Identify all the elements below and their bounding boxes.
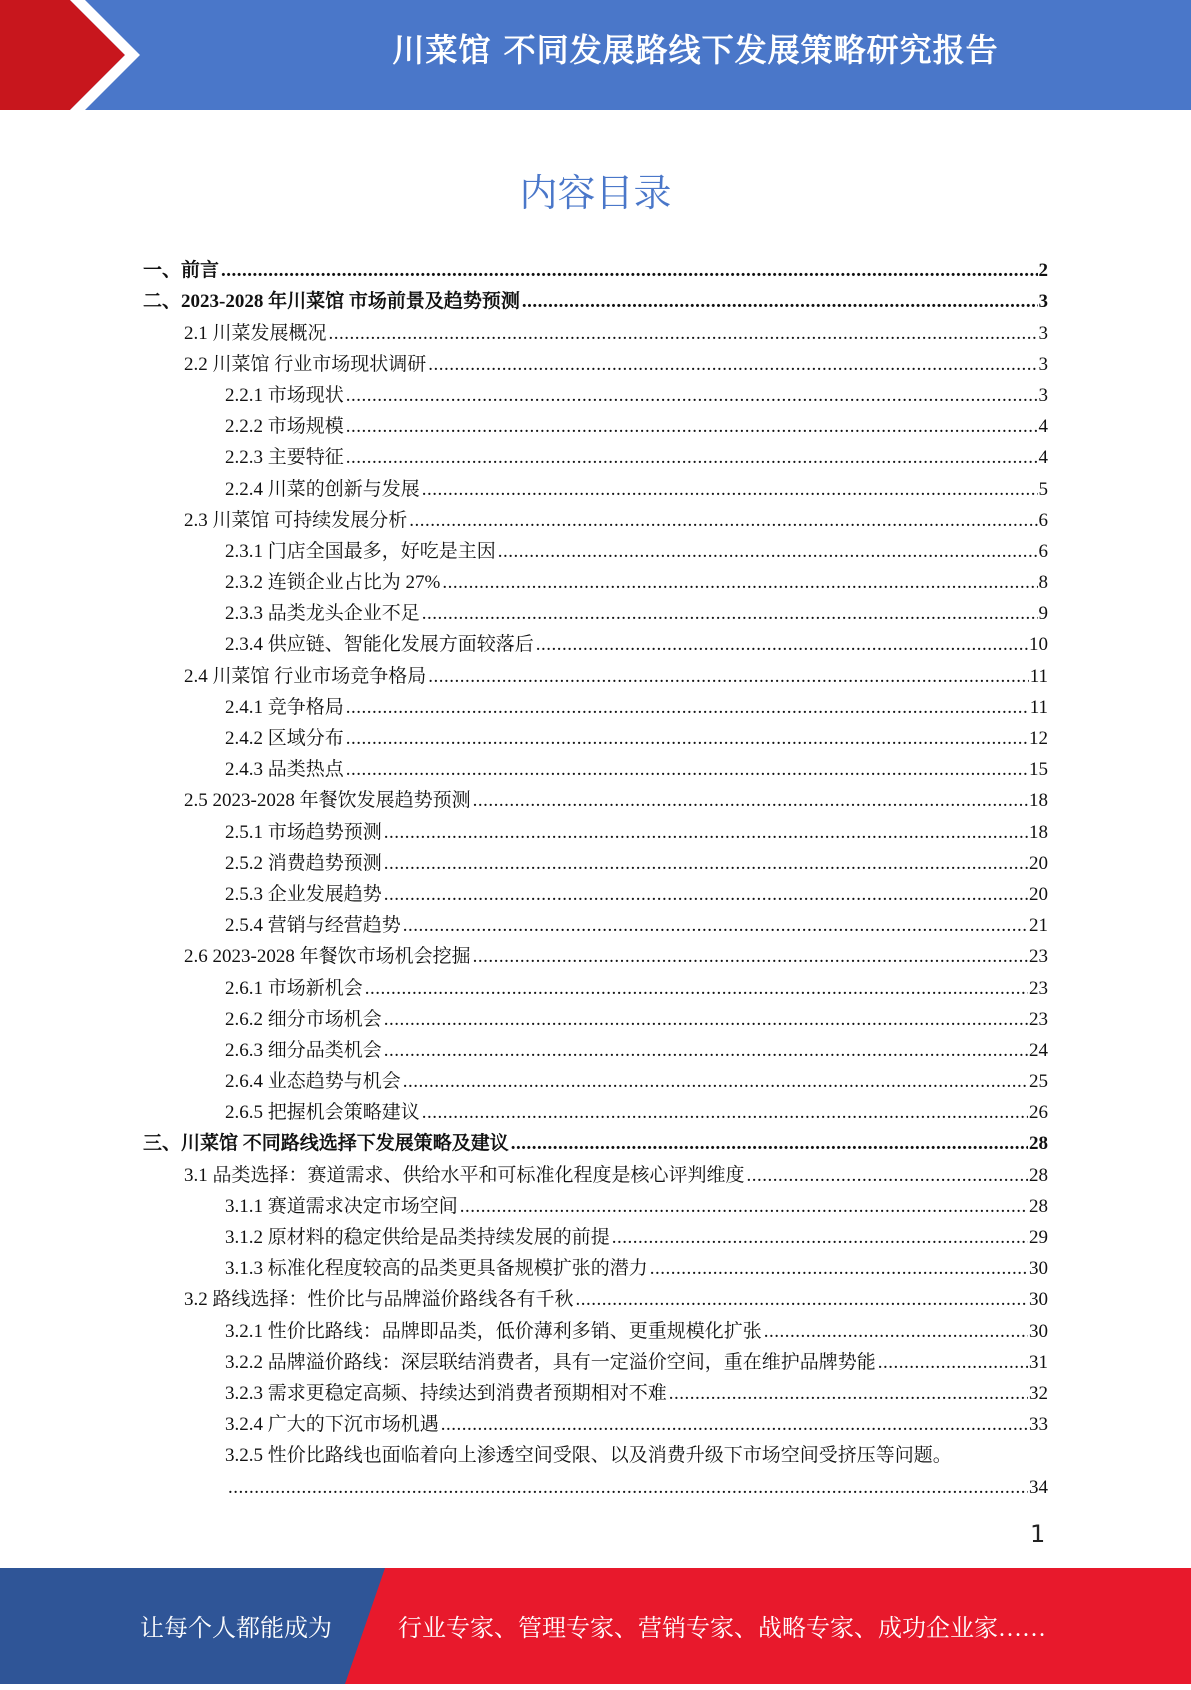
toc-entry-label: 2.6.2 细分市场机会 [225,1008,382,1030]
toc-entry-leader [747,1164,1028,1188]
toc-heading: 内容目录 [519,171,672,215]
toc-entry[interactable] [143,314,1048,345]
toc-entry-page: 31 [1029,1351,1048,1373]
toc-entry-page: 9 [1038,603,1048,625]
toc-entry-label: 3.2.5 性价比路线也面临着向上渗透空间受限、以及消费升级下市场空间受挤压等问题。 [225,1445,952,1467]
toc-entry-leader [403,914,1028,938]
toc-entry-label: 2.6.5 把握机会策略建议 [225,1102,420,1124]
toc-entry-label: 三、川菜馆 不同路线选择下发展策略及建议 [143,1133,509,1155]
toc-entry[interactable] [143,1219,1048,1250]
toc-entry-page: 4 [1038,416,1048,438]
toc-entry-page: 3 [1038,291,1048,313]
toc-entry-label: 2.5.3 企业发展趋势 [225,883,382,905]
toc-entry[interactable] [143,346,1048,377]
toc-entry-label: 2.6.1 市场新机会 [225,977,363,999]
toc-entry[interactable] [143,845,1048,876]
toc-entry-leader [384,883,1028,907]
toc-entry-page: 12 [1029,728,1048,749]
toc-entry-leader [878,1351,1028,1375]
toc-entry-leader [511,1132,1028,1156]
toc-entry-page: 11 [1029,696,1048,718]
toc-entry-label: 2.4.3 品类热点 [225,759,344,781]
toc-entry[interactable] [143,782,1048,813]
toc-entry-leader [764,1320,1028,1344]
toc-entry-label: 3.2 路线选择：性价比与品牌溢价路线各有千秋 [184,1289,574,1311]
toc-entry-label: 2.4.2 区域分布 [225,728,344,749]
toc-entry-label: 2.2.2 市场规模 [225,416,344,438]
toc-entry[interactable] [143,1406,1048,1437]
toc-entry[interactable] [143,377,1048,408]
toc-entry-page: 29 [1029,1227,1048,1248]
toc-entry-label: 2.3 川菜馆 可持续发展分析 [184,509,408,531]
toc-entry[interactable] [143,283,1048,314]
toc-entry-label: 2.3.2 连锁企业占比为 27% [225,572,441,594]
toc-entry-label: 2.3.3 品类龙头企业不足 [225,603,420,625]
toc-entry[interactable] [143,470,1048,501]
toc-entry-label: 2.6.4 业态趋势与机会 [225,1071,401,1093]
toc-entry-page: 20 [1029,883,1048,905]
toc-entry-page: 30 [1029,1320,1048,1342]
toc-entry-leader [522,290,1038,314]
toc-entry-page: 18 [1029,821,1048,843]
toc-entry-leader [576,1288,1028,1312]
toc-entry-leader [403,1070,1028,1094]
toc-entry-page: 3 [1038,322,1048,344]
toc-entry-leader [346,446,1038,470]
toc-entry-page: 23 [1029,1008,1048,1030]
toc-entry-label: 2.4 川菜馆 行业市场竞争格局 [184,665,427,687]
toc-entry-leader [346,696,1029,720]
toc-entry[interactable] [143,564,1048,595]
toc-entry-page: 2 [1038,260,1048,282]
toc-entry-page: 33 [1029,1414,1048,1436]
toc-entry-page: 24 [1029,1039,1048,1061]
toc-entry-page: 21 [1029,915,1048,937]
toc-entry-page: 26 [1029,1102,1048,1124]
toc-entry[interactable] [143,502,1048,533]
toc-entry-leader [441,1413,1028,1437]
toc-entry-page: 20 [1029,852,1048,874]
toc-entry-page: 30 [1029,1258,1048,1280]
toc-entry-label: 2.5 2023-2028 年餐饮发展趋势预测 [184,790,471,812]
toc-entry[interactable] [143,1344,1048,1375]
toc-entry-page: 23 [1029,977,1048,999]
toc-entry-label: 2.6.3 细分品类机会 [225,1039,382,1061]
toc-entry-label: 2.5.4 营销与经营趋势 [225,915,401,937]
toc-entry[interactable] [143,1312,1048,1343]
toc-entry-page: 25 [1029,1071,1048,1093]
toc-entry-page: 28 [1029,1164,1048,1186]
toc-entry-label: 2.6 2023-2028 年餐饮市场机会挖掘 [184,946,471,968]
toc-entry-page: 28 [1029,1133,1048,1155]
header-chevron-icon [0,0,200,110]
toc-entry-label: 2.5.1 市场趋势预测 [225,821,382,843]
toc-entry-label: 3.1 品类选择：赛道需求、供给水平和可标准化程度是核心评判维度 [184,1164,745,1186]
toc-entry-page: 6 [1038,509,1048,531]
toc-entry-page: 3 [1038,353,1048,375]
header-bar [0,0,1191,110]
toc-entry-page: 15 [1029,759,1048,781]
toc-entry-label: 3.2.1 性价比路线：品牌即品类，低价薄利多销、更重规模化扩张 [225,1320,762,1342]
toc-entry-leader [498,540,1038,564]
toc-entry-leader [346,384,1038,408]
toc-entry-page: 10 [1029,634,1048,656]
toc-entry-leader [221,259,1037,283]
toc-entry-label: 3.1.3 标准化程度较高的品类更具备规模扩张的潜力 [225,1258,648,1280]
toc-entry-page: 5 [1038,478,1048,500]
toc-entry-leader [384,852,1028,876]
toc-entry[interactable] [143,1063,1048,1094]
toc-entry-page: 23 [1029,946,1048,968]
toc-entry[interactable] [143,595,1048,626]
toc-entry-page: 11 [1029,665,1048,687]
toc-entry[interactable] [143,907,1048,938]
toc-entry[interactable] [143,1188,1048,1219]
toc-entry-label: 2.1 川菜发展概况 [184,322,327,344]
footer-slogan-left: 让每个人都能成为 [140,1616,332,1642]
toc-entry-label: 3.2.3 需求更稳定高频、持续达到消费者预期相对不难 [225,1382,667,1404]
toc-entry-label: 2.3.4 供应链、智能化发展方面较落后 [225,634,534,656]
toc-entry-leader [536,633,1028,657]
toc-entry[interactable] [143,1281,1048,1312]
toc-entry-page: 4 [1038,447,1048,469]
toc-entry-leader [428,665,1028,689]
toc-entry[interactable] [143,876,1048,907]
toc-entry-leader [329,322,1038,346]
toc-entry[interactable] [143,969,1048,1000]
toc-entry-label: 2.3.1 门店全国最多，好吃是主因 [225,540,496,562]
toc-entry-leader [442,571,1037,595]
toc-entry-label: 2.2.4 川菜的创新与发展 [225,478,420,500]
toc-entry-label: 3.1.1 赛道需求决定市场空间 [225,1195,458,1217]
table-of-contents [143,252,1048,1500]
toc-entry[interactable] [143,1156,1048,1187]
toc-entry-leader [422,602,1038,626]
toc-entry[interactable] [143,657,1048,688]
toc-entry-leader [473,945,1028,969]
toc-entry-label: 2.2.1 市场现状 [225,384,344,406]
toc-entry-page: 8 [1038,572,1048,594]
toc-entry-page: 34 [1029,1476,1048,1498]
toc-entry-leader [365,977,1028,1001]
toc-entry-label: 3.2.4 广大的下沉市场机遇 [225,1414,439,1436]
toc-entry[interactable] [143,1125,1048,1156]
toc-entry-leader [422,478,1038,502]
toc-entry[interactable] [143,813,1048,844]
toc-entry-page: 18 [1029,790,1048,812]
toc-entry[interactable] [143,252,1048,283]
toc-entry-leader [650,1257,1028,1281]
toc-entry[interactable] [143,439,1048,470]
toc-entry[interactable] [143,938,1048,969]
toc-entry-leader [612,1226,1028,1250]
toc-entry[interactable] [143,1250,1048,1281]
toc-entry[interactable] [143,533,1048,564]
toc-entry[interactable] [143,751,1048,782]
toc-entry-label: 2.4.1 竞争格局 [225,696,344,718]
toc-entry[interactable] [143,689,1048,720]
toc-entry-leader [384,821,1028,845]
toc-entry[interactable] [143,626,1048,657]
footer-slogan-right: 行业专家、管理专家、营销专家、战略专家、成功企业家…… [398,1616,1046,1642]
toc-entry-label: 一、前言 [143,260,220,282]
toc-entry-leader [346,415,1038,439]
toc-entry-label: 3.2.2 品牌溢价路线：深层联结消费者，具有一定溢价空间，重在维护品牌势能 [225,1351,876,1373]
toc-entry[interactable] [143,1375,1048,1406]
toc-entry-page: 28 [1029,1195,1048,1217]
toc-entry-page: 3 [1038,384,1048,406]
toc-entry-leader [228,1476,1028,1500]
toc-entry-page: 30 [1029,1289,1048,1311]
toc-entry-leader [409,509,1037,533]
toc-entry[interactable] [143,1032,1048,1063]
toc-entry[interactable] [143,1437,1048,1499]
toc-entry-label: 2.5.2 消费趋势预测 [225,852,382,874]
toc-entry-leader [473,789,1028,813]
toc-entry-leader [422,1101,1028,1125]
toc-entry-leader [460,1195,1028,1219]
toc-entry-page: 32 [1029,1382,1048,1404]
toc-entry[interactable] [143,408,1048,439]
footer-banner [0,1568,1191,1684]
toc-entry-leader [384,1039,1028,1063]
toc-entry-leader [346,758,1028,782]
toc-entry-leader [346,727,1028,751]
toc-entry-leader [428,353,1037,377]
toc-entry[interactable] [143,1001,1048,1032]
page-number: 1 [1030,1520,1046,1548]
toc-entry[interactable] [143,1094,1048,1125]
toc-entry-label: 2.2 川菜馆 行业市场现状调研 [184,353,427,375]
toc-entry-leader [384,1008,1028,1032]
toc-entry-label: 二、2023-2028 年川菜馆 市场前景及趋势预测 [143,291,520,313]
header-title: 川菜馆 不同发展路线下发展策略研究报告 [392,31,999,69]
toc-entry-label: 3.1.2 原材料的稳定供给是品类持续发展的前提 [225,1227,610,1248]
toc-entry-page: 6 [1038,540,1048,562]
toc-entry[interactable] [143,720,1048,751]
toc-entry-label: 2.2.3 主要特征 [225,447,344,469]
toc-entry-leader [669,1382,1028,1406]
